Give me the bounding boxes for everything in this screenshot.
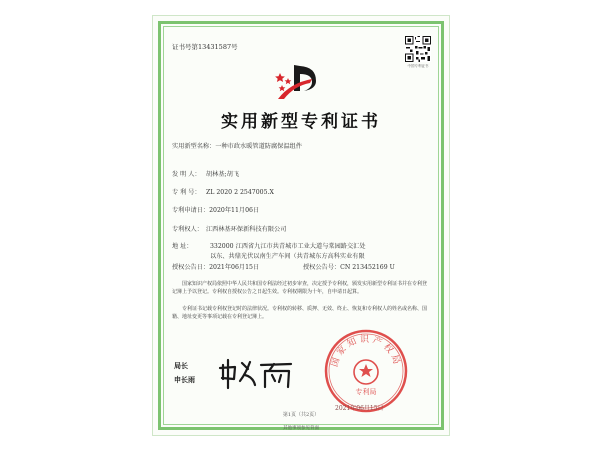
field-value: 2020年11月06日 [209,207,260,214]
body-paragraph: 专利证书记载专利权登记时的法律状况。专利权的转移、质押、无效、终止、恢复和专利权人的姓名或名称、国籍、地址变更等事项记载在专利登记簿上。 [172,306,428,321]
field-address-label: 地 址： [172,243,193,250]
field-label: 专利权人： [172,226,203,233]
address-line: 332000 江西省九江市共青城市工业大道与棠园路交汇处 [210,243,366,250]
qr-caption: 中国专利证书 [407,64,429,68]
footer-note: 其他事项参见背面 [283,426,319,431]
certificate-title: 实用新型专利证书 [221,112,381,132]
field-value: 一种市政水暖管道防腐保温组件 [215,143,302,150]
field-filing-date [172,205,259,214]
field-patent-number [172,187,274,196]
director-signature [217,357,295,391]
address-line: 以东、共鼎光伏以南生产车间（共青城东方高科实业有限 [210,253,365,260]
grant-announcement-date: 授权公告日：2021年06月15日 [172,264,260,271]
field-value: ZL 2020 2 2547005.X [206,189,274,196]
field-label: 发 明 人： [172,171,201,178]
cnipa-emblem-icon [274,61,318,103]
official-seal [323,328,409,414]
qr-code-icon [405,36,431,62]
grant-announcement-number: 授权公告号：CN 213452169 U [303,264,395,271]
director-name: 申长雨 [174,375,195,384]
director-title: 局长 [174,361,188,370]
field-patentee [172,224,286,233]
field-label: 实用新型名称： [172,143,216,150]
svg-text:专利局: 专利局 [355,388,377,396]
body-paragraph: 国家知识产权局依照中华人民共和国专利法经过初步审查，决定授予专利权，颁发实用新型专利证书并在专利登记簿上予以登记。专利权自授权公告之日起生效。专利权期限为十年，自申请日起算。 [172,281,428,296]
field-value: 江西林基环保新科技有限公司 [206,226,287,233]
seal-date: 2021年06月15日 [335,405,384,412]
field-label: 专 利 号： [172,189,201,196]
page-number: 第1页（共2页） [282,412,320,418]
field-label: 专利申请日： [172,207,210,214]
field-utility-model-name [172,141,302,150]
certificate-number: 证书号第13431587号 [172,43,238,51]
patent-certificate [152,15,450,436]
field-value: 胡林基;胡飞 [206,171,240,178]
field-inventor [172,169,239,178]
svg-text:国家知识产权局: 国家知识产权局 [329,334,403,369]
